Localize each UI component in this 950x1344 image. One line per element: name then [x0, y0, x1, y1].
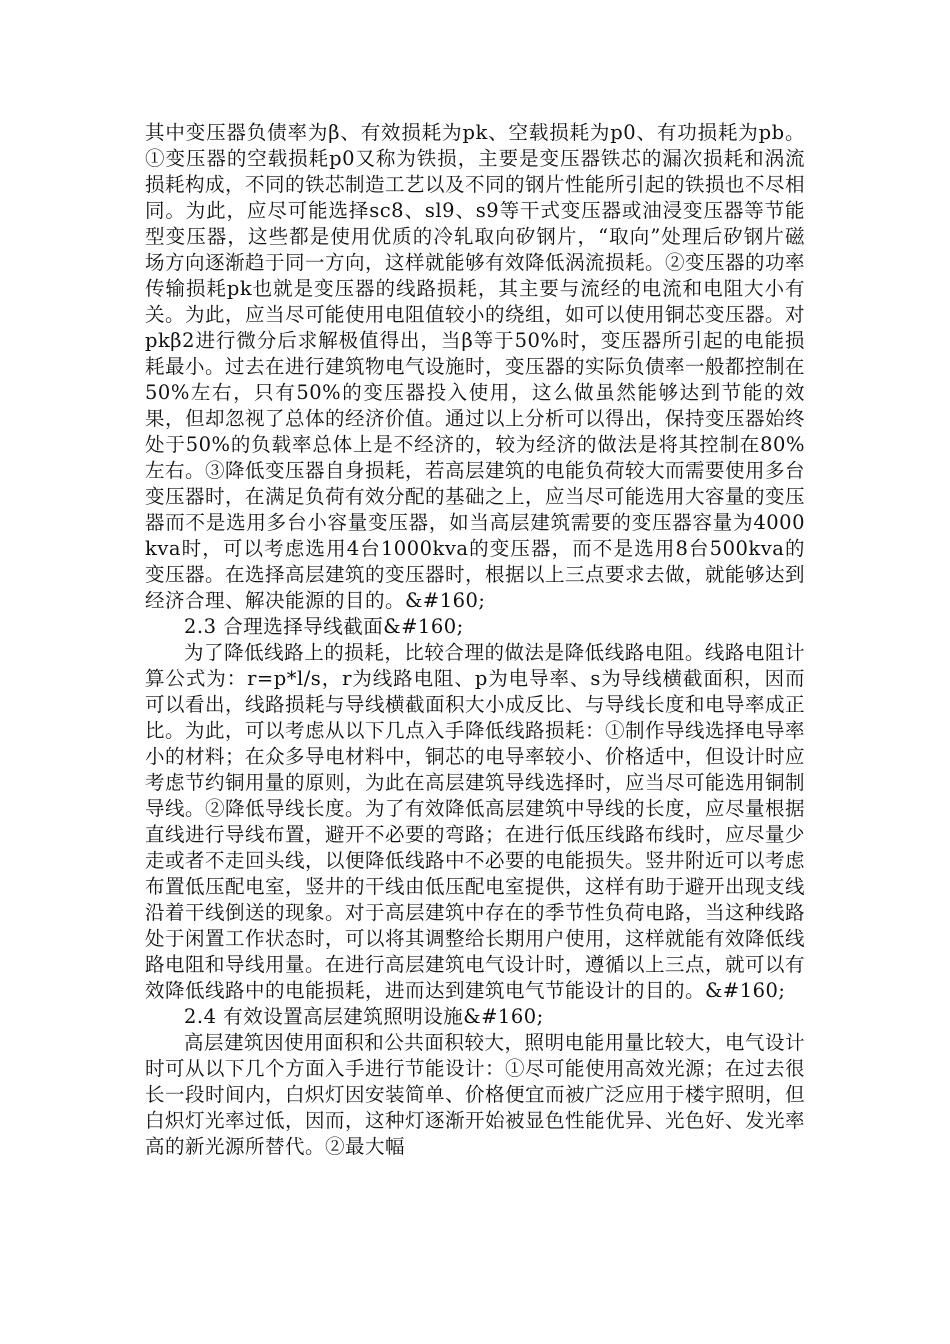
- section-heading-2-3: 2.3 合理选择导线截面&#160;: [184, 615, 464, 638]
- section-heading-2-4: 2.4 有效设置高层建筑照明设施&#160;: [184, 1005, 544, 1028]
- paragraph-lighting-design: 高层建筑因使用面积和公共面积较大，照明电能用量比较大，电气设计时可从以下几个方面入手进行节能设计：①尽可能使用高效光源；在过去很长一段时间内，白炽灯因安装简单、价格便宜而被广泛应用于楼宇照明，但白炽灯光率过低，因而，这种灯逐渐开始被显色性能优异、光色好、发光率高的新光源所替代。②最大幅: [145, 1031, 806, 1158]
- paragraph-conductor-section: 为了降低线路上的损耗，比较合理的做法是降低线路电阻。线路电阻计算公式为：r=p*l/s，r为线路电阻、p为电导率、s为导线横截面积，因而可以看出，线路损耗与导线横截面积大小成反比、与导线长度和电导率成正比。为此，可以考虑从以下几点入手降低线路损耗：①制作导线选择电导率小的材料；在众多导电材料中，铜芯的电导率较小、价格适中，但设计时应考虑节约铜用量的原则，为此在高层建筑导线选择时，应当尽可能选用铜制导线。②降低导线长度。为了有效降低高层建筑中导线的长度，应尽量根据直线进行导线布置，避开不必要的弯路；在进行低压线路布线时，应尽量少走或者不走回头线，以便降低线路中不必要的电能损失。竖井附近可以考虑布置低压配电室，竖井的干线由低压配电室提供，这样有助于避开出现支线沿着干线倒送的现象。对于高层建筑中存在的季节性负荷电路，当这种线路处于闲置工作状态时，可以将其调整给长期用户使用，这样就能有效降低线路电阻和导线用量。在进行高层建筑电气设计时，遵循以上三点，就可以有效降低线路中的电能损耗，进而达到建筑电气节能设计的目的。&#160;: [145, 641, 806, 1002]
- document-body: [145, 120, 805, 1160]
- paragraph-transformer-losses: 其中变压器负债率为β、有效损耗为pk、空载损耗为p0、有功损耗为pb。①变压器的空载损耗p0又称为铁损，主要是变压器铁芯的漏次损耗和涡流损耗构成，不同的铁芯制造工艺以及不同的钢片性能所引起的铁损也不尽相同。为此，应尽可能选择sc8、sl9、s9等干式变压器或油浸变压器等节能型变压器，这些都是使用优质的冷轧取向矽钢片，“取向”处理后矽钢片磁场方向逐渐趋于同一方向，这样就能够有效降低涡流损耗。②变压器的功率传输损耗pk也就是变压器的线路损耗，其主要与流经的电流和电阻大小有关。为此，应当尽可能使用电阻值较小的绕组，如可以使用铜芯变压器。对pkβ2进行微分后求解极值得出，当β等于50%时，变压器所引起的电能损耗最小。过去在进行建筑物电气设施时，变压器的实际负债率一般都控制在50%左右，只有50%的变压器投入使用，这么做虽然能够达到节能的效果，但却忽视了总体的经济价值。通过以上分析可以得出，保持变压器始终处于50%的负载率总体上是不经济的，较为经济的做法是将其控制在80%左右。③降低变压器自身损耗，若高层建筑的电能负荷较大而需要使用多台变压器时，在满足负荷有效分配的基础之上，应当尽可能选用大容量的变压器而不是选用多台小容量变压器，如当高层建筑需要的变压器容量为4000kva时，可以考虑选用4台1000kva的变压器，而不是选用8台500kva的变压器。在选择高层建筑的变压器时，根据以上三点要求去做，就能够达到经济合理、解决能源的目的。&#160;: [145, 121, 806, 612]
